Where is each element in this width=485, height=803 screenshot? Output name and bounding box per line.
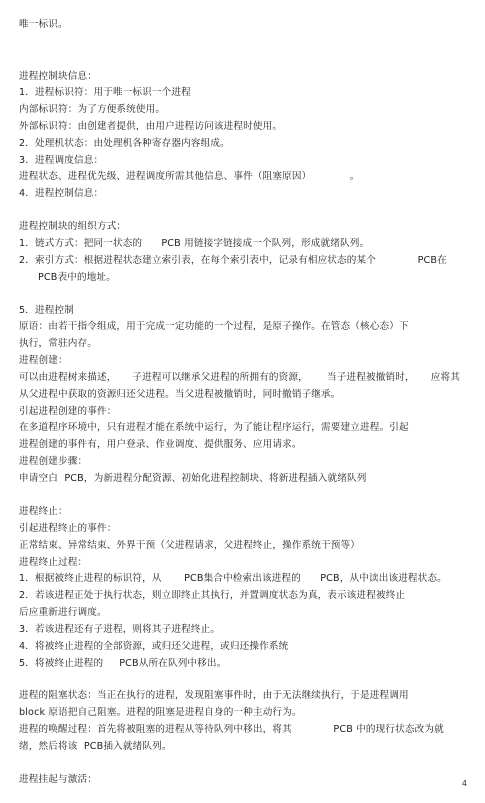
text-line: 进程创建步骤： [19,456,88,467]
text-line: 正常结束、异常结束、外界干预（父进程请求，父进程终止，操作系统干预等） [19,540,361,551]
text-line: 在多道程序环境中，只有进程才能在系统中运行，为了能让程序运行，需要建立进程。引起 [19,422,409,433]
text-line: 进程创建： [19,355,68,366]
section-heading: 进程控制块的组织方式： [19,221,127,232]
text-line: 进程终止过程： [19,557,88,568]
section-heading: 进程终止： [19,506,68,517]
text-line: 绪，然后将该 PCB插入就绪队列。 [19,741,172,752]
text-line: 原语：由若干指令组成，用于完成一定功能的一个过程，是原子操作。在管态（核心态）下 [19,321,409,332]
text-line: 3．若该进程还有子进程，则将其子进程终止。 [19,624,221,635]
text-line: 1．根据被终止进程的标识符，从 PCB集合中检索出该进程的 PCB，从中读出该进程状态。 [19,573,447,584]
text-line: 5．将被终止进程的 PCB从所在队列中移出。 [19,658,227,669]
text-line: PCB表中的地址。 [38,272,116,283]
text-line: 执行，常驻内存。 [19,338,97,349]
text-line: 2．若该进程正处于执行状态，则立即终止其执行，并置调度状态为真，表示该进程被终止 [19,590,406,601]
text-line: 内部标识符：为了方便系统使用。 [19,104,166,115]
text-line: 申请空白 PCB，为新进程分配资源、初始化进程控制块、将新进程插入就绪队列 [19,473,367,484]
text-line: 进程状态、进程优先级、进程调度所需其他信息、事件（阻塞原因） 。 [19,171,360,182]
text-line: 从父进程中获取的资源归还父进程。当父进程被撤销时，同时撤销子继承。 [19,389,341,400]
text-line: 1．进程标识符：用于唯一标识一个进程 [19,87,191,98]
text-line: 外部标识符：由创建者提供，由用户进程访问该进程时使用。 [19,121,283,132]
text-line: 1．链式方式：把同一状态的 PCB 用链接字链接成一个队列，形成就绪队列。 [19,238,370,249]
section-heading: 5．进程控制 [19,305,74,316]
text-line: block 原语把自己阻塞。进程的阻塞是进程自身的一种主动行为。 [19,707,302,718]
section-heading: 进程挂起与激活： [19,774,97,785]
section-heading: 进程控制块信息： [19,71,97,82]
page-number: 4 [461,779,467,788]
text-line: 进程创建的事件有，用户登录、作业调度、提供服务、应用请求。 [19,439,302,450]
text-line: 3．进程调度信息： [19,155,104,166]
text-line: 2．处理机状态：由处理机各种寄存器内容组成。 [19,138,230,149]
text-line: 后应重新进行调度。 [19,607,107,618]
text-line: 引起进程终止的事件： [19,523,117,534]
text-line: 4．进程控制信息： [19,188,104,199]
text-line: 进程的阻塞状态：当正在执行的进程，发现阻塞事件时，由于无法继续执行，于是进程调用 [19,690,409,701]
text-line: 进程的唤醒过程：首先将被阻塞的进程从等待队列中移出，将其 PCB 中的现行状态改为就 [19,724,444,735]
text-line: 可以由进程树来描述， 子进程可以继承父进程的所拥有的资源， 当子进程被撤销时， 应将其 [19,372,460,383]
text-line: 4．将被终止进程的全部资源，或归还父进程，或归还操作系统 [19,641,289,652]
text-line: 唯一标识。 [19,19,68,30]
text-line: 引起进程创建的事件： [19,406,117,417]
text-line: 2．索引方式：根据进程状态建立索引表，在每个索引表中，记录有相应状态的某个 PCB在 [19,255,447,266]
